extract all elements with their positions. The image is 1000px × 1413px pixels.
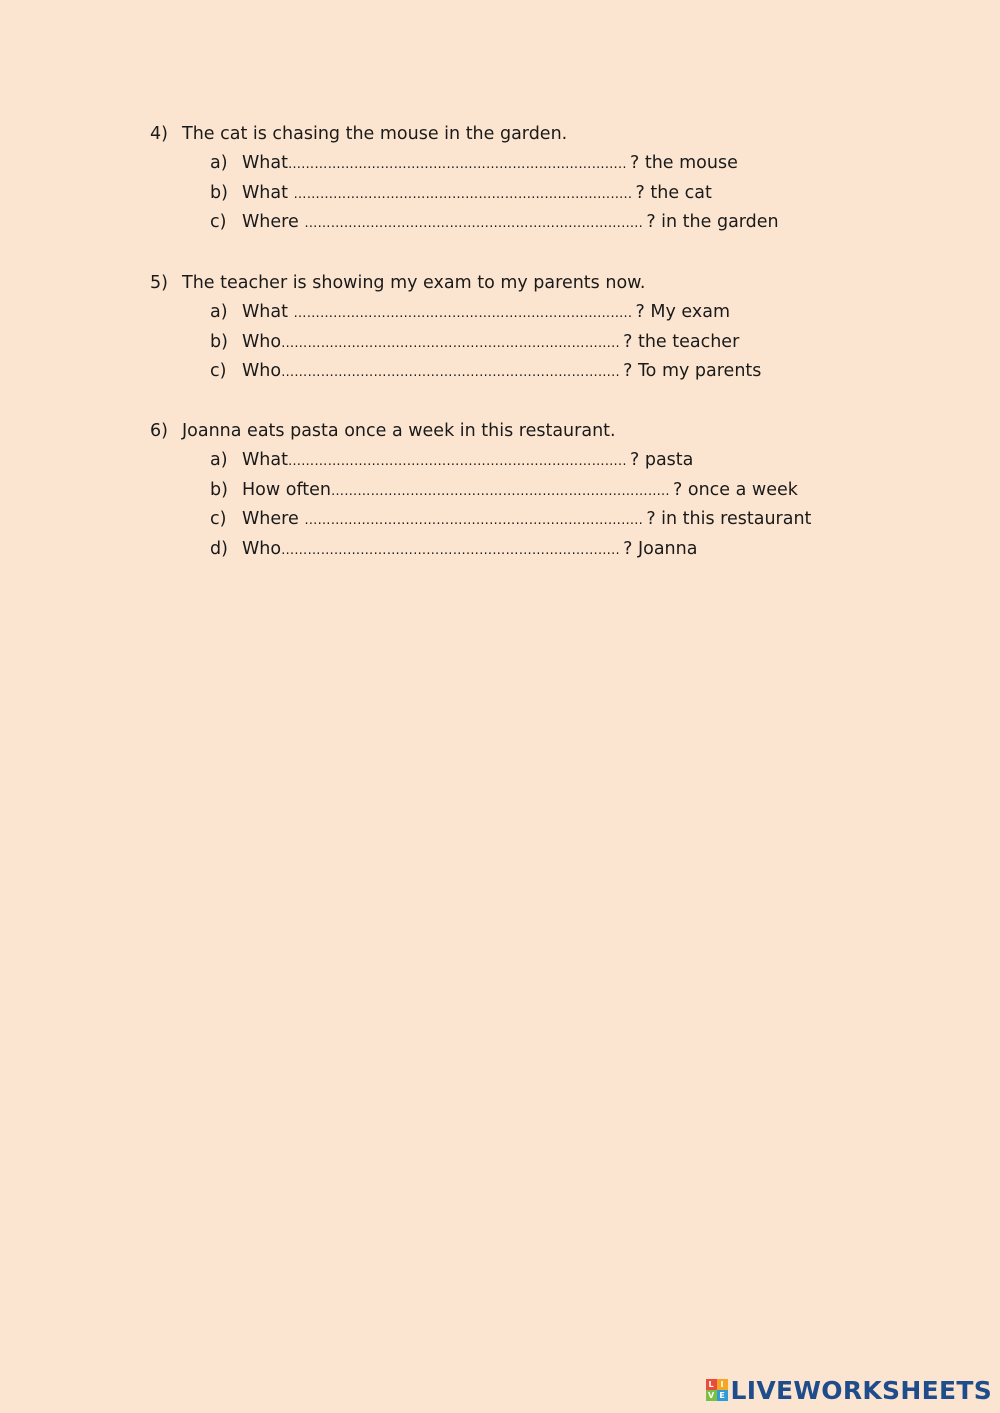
logo-mark-letter: E [717, 1390, 728, 1401]
question-6 [150, 416, 950, 564]
answer-input[interactable] [281, 363, 623, 383]
question-word: What [242, 450, 288, 470]
answer-input[interactable] [294, 304, 636, 324]
logo-mark-letter: V [706, 1390, 717, 1401]
answer-input[interactable] [281, 540, 623, 560]
question-word: Where [242, 212, 305, 232]
answer-input[interactable] [304, 511, 646, 531]
answer-input[interactable] [281, 333, 623, 353]
answer-input[interactable] [294, 184, 636, 204]
question-word: Who [242, 538, 282, 559]
sub-question [210, 476, 950, 506]
answer-hint: ? in this restaurant [646, 509, 812, 529]
question-number: 6) [150, 421, 168, 441]
question-5 [150, 268, 950, 387]
sub-question-letter: a) [210, 302, 228, 322]
answer-hint: ? pasta [629, 450, 694, 470]
sub-question [210, 298, 950, 328]
question-prompt [150, 119, 950, 149]
question-sentence: The teacher is showing my exam to my parents now. [182, 273, 646, 293]
question-word: Who [242, 361, 282, 381]
sub-question [210, 535, 950, 565]
sub-question [210, 149, 950, 179]
question-word: What [242, 182, 294, 203]
answer-hint: ? the mouse [629, 153, 738, 173]
logo-text: LIVEWORKSHEETS [730, 1375, 992, 1405]
answer-input[interactable] [288, 452, 630, 472]
sub-question [210, 179, 950, 209]
answer-hint: ? once a week [673, 479, 798, 500]
sub-question-letter: a) [210, 450, 228, 470]
answer-input[interactable] [288, 155, 630, 175]
sub-question [210, 328, 950, 358]
answer-input[interactable] [304, 214, 646, 234]
answer-hint: ? To my parents [623, 361, 762, 381]
sub-question [210, 505, 950, 535]
answer-input[interactable] [331, 481, 673, 501]
question-number: 4) [150, 124, 168, 144]
sub-question-letter: c) [210, 509, 227, 529]
sub-question-letter: c) [210, 212, 227, 232]
liveworksheets-logo[interactable] [706, 1375, 992, 1405]
question-word: What [242, 153, 288, 173]
sub-question-letter: b) [210, 331, 228, 352]
sub-question [210, 446, 950, 476]
sub-question [210, 208, 950, 238]
question-prompt [150, 416, 950, 446]
answer-hint: ? My exam [635, 302, 731, 322]
answer-hint: ? Joanna [623, 538, 698, 559]
logo-mark-letter: L [706, 1379, 717, 1390]
sub-question-list [210, 446, 950, 564]
logo-mark-letter: I [717, 1379, 728, 1390]
question-prompt [150, 268, 950, 298]
question-number: 5) [150, 273, 168, 293]
answer-hint: ? in the garden [646, 212, 779, 232]
answer-hint: ? the cat [635, 182, 712, 203]
question-word: Who [242, 331, 282, 352]
question-word: Where [242, 509, 305, 529]
sub-question [210, 357, 950, 387]
sub-question-list [210, 149, 950, 238]
question-word: What [242, 302, 294, 322]
sub-question-list [210, 298, 950, 387]
question-sentence: Joanna eats pasta once a week in this restaurant. [182, 421, 616, 441]
sub-question-letter: b) [210, 479, 228, 500]
answer-hint: ? the teacher [623, 331, 740, 352]
sub-question-letter: b) [210, 182, 228, 203]
question-4 [150, 119, 950, 238]
logo-mark-icon [706, 1379, 728, 1401]
sub-question-letter: d) [210, 538, 228, 559]
question-word: How often [242, 479, 332, 500]
sub-question-letter: c) [210, 361, 227, 381]
sub-question-letter: a) [210, 153, 228, 173]
question-sentence: The cat is chasing the mouse in the garden. [182, 124, 568, 144]
